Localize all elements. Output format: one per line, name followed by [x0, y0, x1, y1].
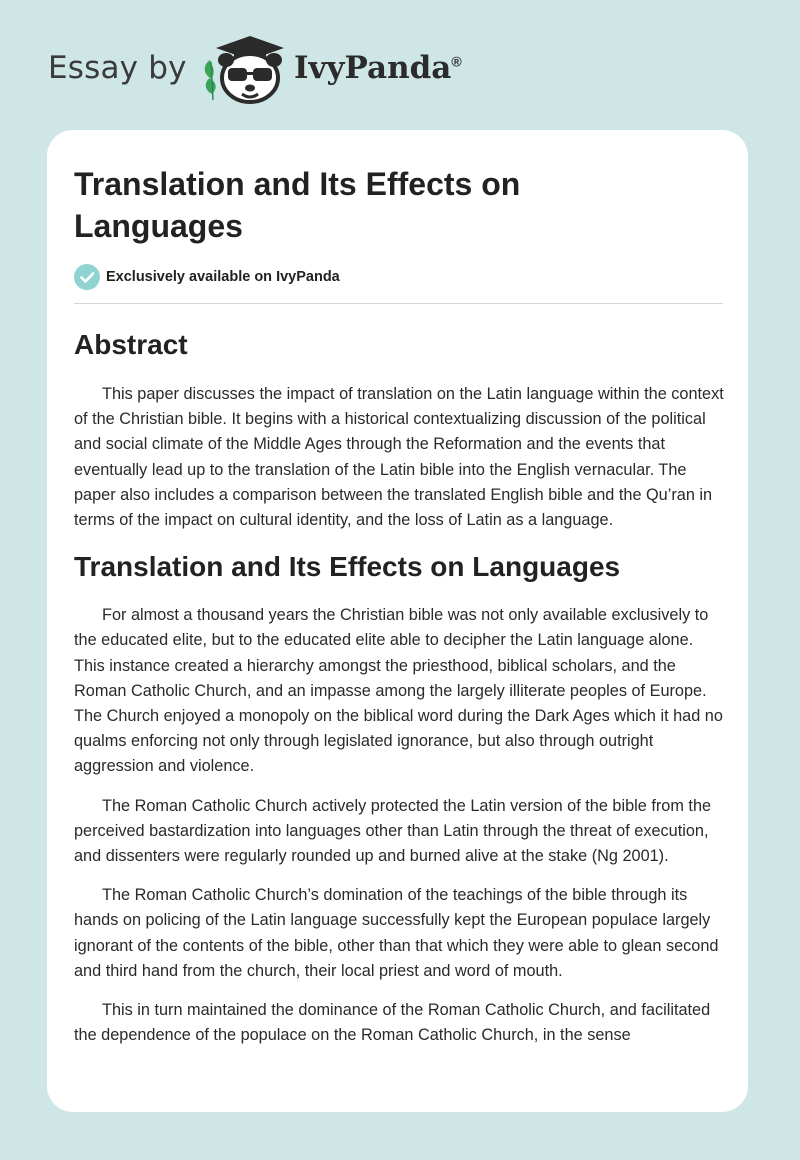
- body-paragraph: This in turn maintained the dominance of the Roman Catholic Church, and facilitated the dependence of the populace on the Roman Catholic Church, in the sense: [74, 1001, 711, 1045]
- exclusive-badge: [74, 264, 340, 290]
- body-paragraph: The Roman Catholic Church actively protected the Latin version of the bible from the perceived bastardization into languages other than Latin through the threat of execution, and dissenters were regularly rounded up and burned alive at the stake (Ng 2001).: [74, 796, 712, 866]
- abstract-paragraph: This paper discusses the impact of translation on the Latin language within the context of the Christian bible. It begins with a historical contextualizing discussion of the political and social climate of the Middle Ages through the Reformation and the events that eventually lead up to the translation of the Latin bible into the English vernacular. The paper also includes a comparison between the translated English bible and the Qu’ran in terms of the impact on cultural identity, and the loss of Latin as a language.: [74, 385, 724, 530]
- ivypanda-logo-icon[interactable]: [198, 34, 290, 106]
- article-body: [74, 325, 726, 1062]
- section-heading-main: Translation and Its Effects on Languages: [74, 551, 621, 583]
- registered-mark: ®: [451, 53, 462, 70]
- page-title: Translation and Its Effects on Languages: [74, 166, 521, 244]
- divider: [74, 303, 723, 304]
- check-circle-icon: [74, 264, 100, 290]
- site-header: [0, 0, 800, 120]
- exclusive-badge-text: Exclusively available on IvyPanda: [106, 269, 340, 285]
- brand-name[interactable]: IvyPanda®: [294, 50, 462, 86]
- essay-by-label: Essay by: [48, 50, 187, 86]
- essay-card: [47, 130, 748, 1112]
- section-heading-abstract: Abstract: [74, 329, 188, 360]
- body-paragraph: For almost a thousand years the Christian bible was not only available exclusively to the educated elite, but to the educated elite able to decipher the Latin language alone. This instance created a hierarchy amongst the priesthood, biblical scholars, and the Roman Catholic Church, and an impasse among the largely illiterate peoples of Europe. The Church enjoyed a monopoly on the biblical word during the Dark Ages which it had no qualms enforcing not only through legislated ignorance, but also through outright aggression and violence.: [74, 606, 723, 776]
- body-paragraph: The Roman Catholic Church’s domination of the teachings of the bible through its hands on policing of the Latin language successfully kept the European populace largely ignorant of the contents of the bible, other than that which they were able to glean second and third hand from the church, their local priest and word of mouth.: [74, 886, 719, 980]
